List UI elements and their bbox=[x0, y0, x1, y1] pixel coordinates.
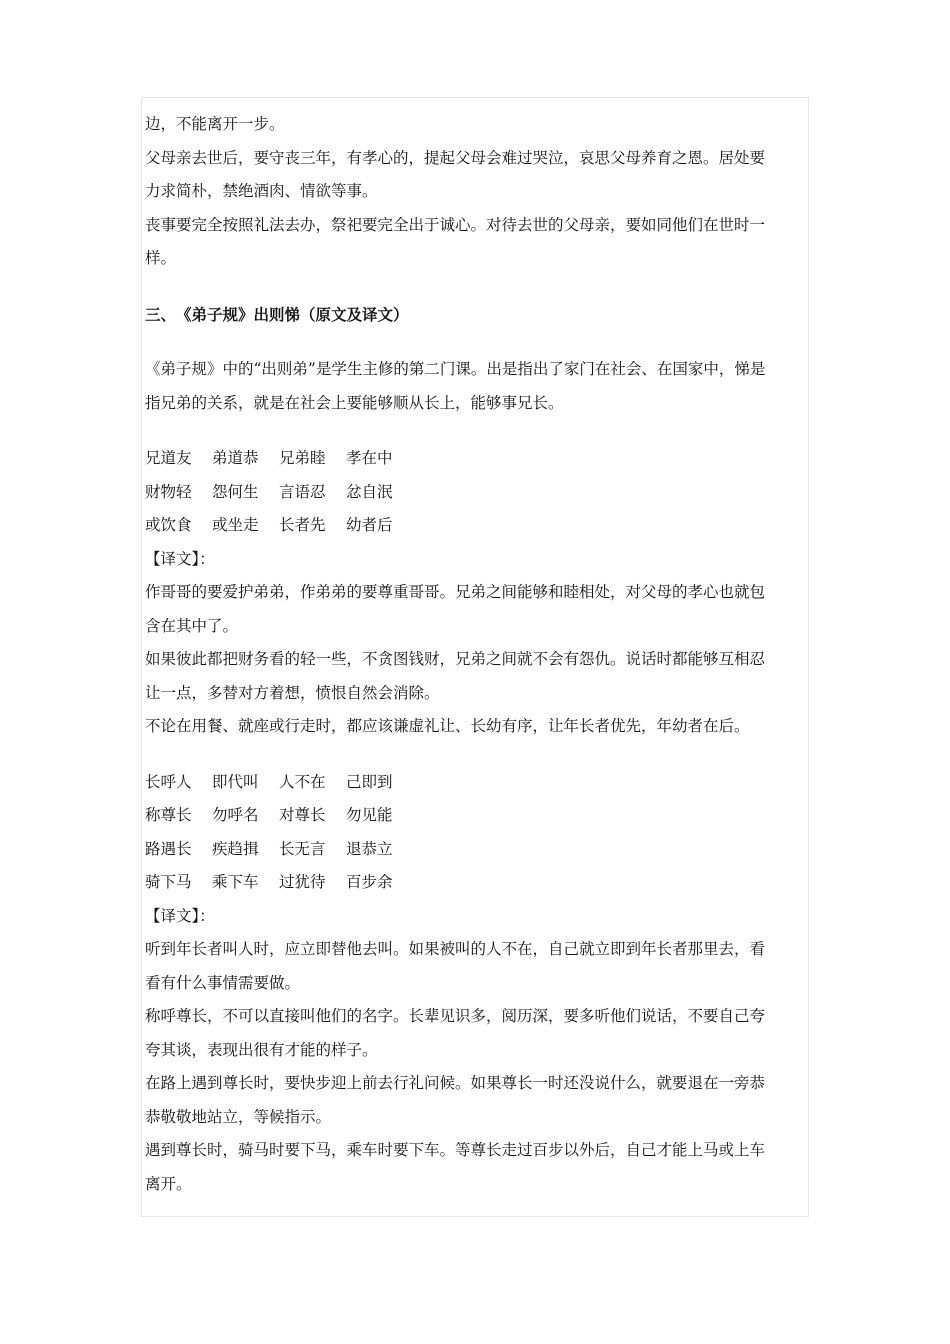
paragraph-line: 父母亲去世后，要守丧三年，有孝心的，提起父母会难过哭泣，哀思父母养育之恩。居处要 bbox=[145, 148, 766, 167]
verse-phrase: 退恭立 bbox=[346, 839, 393, 858]
verse-phrase: 长呼人 bbox=[145, 772, 192, 791]
verse-phrase: 弟道恭 bbox=[212, 449, 259, 467]
verse-phrase: 对尊长 bbox=[279, 806, 326, 824]
verse-line bbox=[145, 833, 825, 867]
translation-line: 在路上遇到尊长时，要快步迎上前去行礼问候。如果尊长一时还没说什么，就要退在一旁恭 bbox=[145, 1074, 766, 1092]
verse-line bbox=[145, 799, 825, 833]
verse-phrase: 孝在中 bbox=[346, 449, 393, 467]
translation-line: 听到年长者叫人时，应立即替他去叫。如果被叫的人不在，自己就立即到年长者那里去，看 bbox=[145, 940, 766, 958]
verse-phrase: 路遇长 bbox=[145, 839, 192, 858]
verse-phrase: 己即到 bbox=[346, 772, 393, 791]
verse-phrase: 言语忍 bbox=[279, 482, 326, 501]
verse-line bbox=[145, 766, 825, 800]
verse-line bbox=[145, 476, 825, 510]
verse-phrase: 或饮食 bbox=[145, 516, 192, 534]
verse-phrase: 怨何生 bbox=[212, 482, 259, 501]
translation-line: 让一点，多替对方着想，愤恨自然会消除。 bbox=[145, 683, 440, 702]
translation-line: 如果彼此都把财务看的轻一些，不贪图钱财，兄弟之间就不会有怨仇。说话时都能够互相忍 bbox=[145, 650, 766, 668]
verse-phrase: 乘下车 bbox=[212, 873, 259, 891]
verse-phrase: 忿自泯 bbox=[346, 482, 393, 501]
verse-phrase: 长者先 bbox=[279, 516, 326, 534]
verse-phrase: 即代叫 bbox=[212, 772, 259, 791]
verse-phrase: 兄道友 bbox=[145, 449, 192, 467]
translation-line: 称呼尊长，不可以直接叫他们的名字。长辈见识多，阅历深，要多听他们说话，不要自己夸 bbox=[145, 1007, 766, 1025]
translation-label: 【译文】： bbox=[145, 549, 215, 568]
verse-phrase: 骑下马 bbox=[145, 873, 192, 891]
translation-line: 看有什么事情需要做。 bbox=[145, 973, 301, 992]
translation-line: 恭敬敬地站立，等候指示。 bbox=[145, 1107, 332, 1126]
verse-phrase: 或坐走 bbox=[212, 516, 259, 534]
verse-line bbox=[145, 509, 825, 543]
translation-line: 不论在用餐、就座或行走时，都应该谦虚礼让、长幼有序，让年长者优先，年幼者在后。 bbox=[145, 717, 750, 735]
verse-phrase: 长无言 bbox=[279, 839, 326, 858]
translation-line: 夸其谈，表现出很有才能的样子。 bbox=[145, 1040, 378, 1059]
paragraph-line: 指兄弟的关系，就是在社会上要能够顺从长上，能够事兄长。 bbox=[145, 393, 564, 412]
verse-phrase: 过犹待 bbox=[279, 873, 326, 891]
verse-line bbox=[145, 442, 825, 476]
translation-line: 离开。 bbox=[145, 1174, 192, 1193]
verse-line bbox=[145, 866, 825, 900]
verse-phrase: 疾趋揖 bbox=[212, 839, 259, 858]
translation-label: 【译文】： bbox=[145, 906, 215, 925]
verse-phrase: 幼者后 bbox=[346, 516, 393, 534]
verse-phrase: 百步余 bbox=[346, 873, 393, 891]
verse-phrase: 称尊长 bbox=[145, 806, 192, 824]
verse-phrase: 勿呼名 bbox=[212, 806, 259, 824]
document-body bbox=[145, 108, 825, 1201]
paragraph-line: 《弟子规》中的“出则弟”是学生主修的第二门课。出是指出了家门在社会、在国家中，悌是 bbox=[145, 360, 766, 378]
section-heading: 三、 《弟子规》出则悌（原文及译文） bbox=[145, 304, 409, 324]
translation-line: 作哥哥的要爱护弟弟，作弟弟的要尊重哥哥。兄弟之间能够和睦相处，对父母的孝心也就包 bbox=[145, 583, 766, 601]
paragraph-line: 丧事要完全按照礼法去办，祭祀要完全出于诚心。对待去世的父母亲，要如同他们在世时一 bbox=[145, 215, 766, 234]
verse-phrase: 兄弟睦 bbox=[279, 449, 326, 467]
paragraph-line: 边，不能离开一步。 bbox=[145, 115, 285, 133]
verse-phrase: 人不在 bbox=[279, 772, 326, 791]
translation-line: 含在其中了。 bbox=[145, 616, 239, 635]
verse-phrase: 勿见能 bbox=[346, 806, 393, 824]
verse-phrase: 财物轻 bbox=[145, 482, 192, 501]
paragraph-line: 样。 bbox=[145, 249, 177, 267]
paragraph-line: 力求简朴，禁绝酒肉、情欲等事。 bbox=[145, 182, 378, 200]
translation-line: 遇到尊长时，骑马时要下马，乘车时要下车。等尊长走过百步以外后，自己才能上马或上车 bbox=[145, 1141, 766, 1159]
